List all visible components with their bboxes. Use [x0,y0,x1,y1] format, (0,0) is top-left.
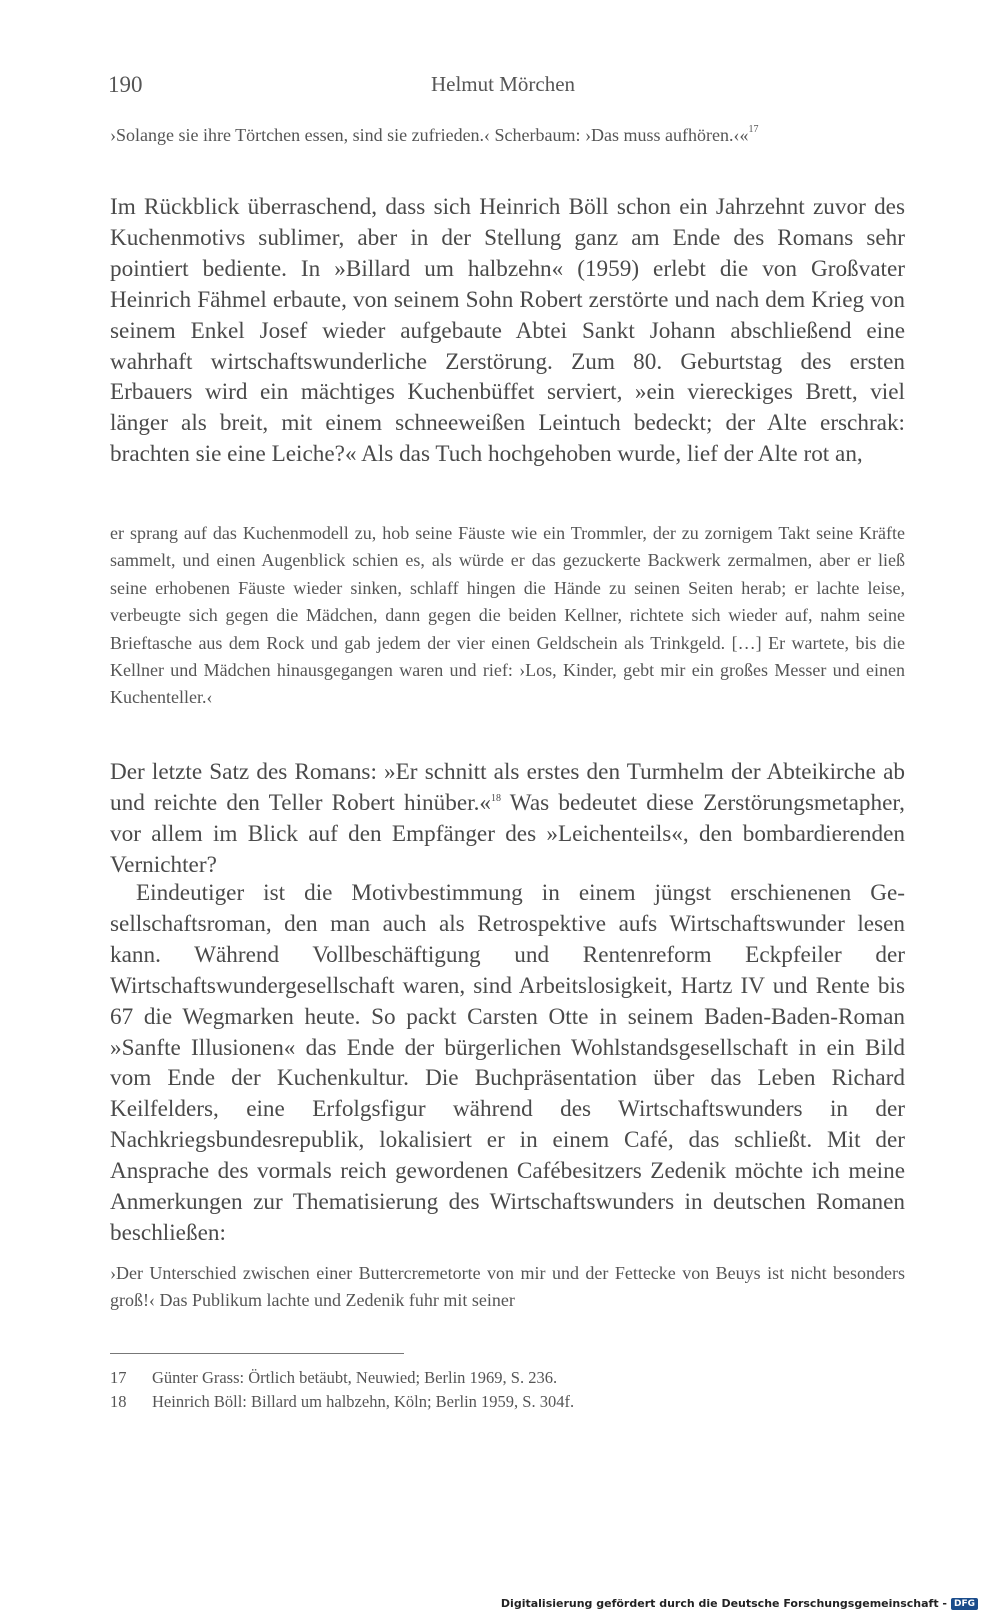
footnote-number: 18 [110,1392,127,1411]
credit-text: Digitalisierung gefördert durch die Deutsche Forschungsgemeinschaft - [500,1597,947,1610]
footnotes [110,1366,810,1414]
running-head: Helmut Mörchen [430,72,576,96]
paragraph-2 [110,757,905,881]
page-number: 190 [108,72,143,97]
paragraph-1: Im Rückblick überraschend, dass sich Heinrich Böll schon ein Jahrzehnt zuvor des Kuchenmotivs sublimer, aber in der Stellung ganz am Ende des Romans sehr pointiert bediente. In »Billard um halbzehn« (1959) erlebt die von Großvater Heinrich Fähmel erbaute, von seinem Sohn Robert zerstörte und nach dem Krieg von seinem Enkel Josef wieder aufgebaute Abtei Sankt Johann abschließend eine wahrhaft wirtschaftswunderliche Zerstörung. Zum 80. Geburtstag des ersten Erbauers wird ein mächtiges Kuchenbüffet serviert, »ein viereckiges Brett, viel länger als breit, mit einem schneeweißen Leintuch bedeckt; der Alte erschrak: brachten sie eine Leiche?« Als das Tuch hochgehoben wurde, lief der Alte rot an, [110,194,905,468]
footnote-divider [110,1353,404,1354]
footnote-number: 17 [110,1368,127,1387]
page-header [108,72,898,102]
footnote-18 [110,1390,810,1414]
footnote-17 [110,1366,810,1390]
dfg-logo: DFG [951,1598,978,1610]
footnote-text: Heinrich Böll: Billard um halbzehn, Köln; Berlin 1959, S. 304f. [152,1392,575,1411]
paragraph-3: Eindeutiger ist die Motivbestimmung in einem jüngst erschienenen Gesellschaftsroman, den man auch als Retrospektive aufs Wirtschaftswunder lesen kann. Während Vollbeschäftigung und Rentenreform Eckpfeiler der Wirtschaftswundergesellschaft waren, sind Arbeitslosigkeit, Hartz IV und Rente bis 67 die Wegmarken heute. So packt Carsten Otte in seinem Baden-Baden-Roman »Sanfte Illusionen« das Ende der bürgerlichen Wohlstandsgesellschaft in ein Bild vom Ende der Kuchenkultur. Die Buchpräsentation über das Leben Richard Keilfelders, eine Erfolgsfigur während des Wirtschaftswunders in der Nachkriegsbundesrepublik, lokalisiert er in einem Café, das schließt. Mit der Ansprache des vormals reich gewordenen Cafébesitzers Zedenik möchte ich meine Anmerkungen zur Thematisierung des Wirtschaftswunders in deutschen Romanen beschließen: [110,880,905,1246]
digitization-credit [501,1597,978,1610]
footnote-ref-18[interactable]: 18 [490,792,501,804]
block-quote-boell: er sprang auf das Kuchenmodell zu, hob seine Fäuste wie ein Trommler, der zu zornigem Takt seine Kräfte sammelt, und einen Augenblick schien es, als würde er das gezuckerte Backwerk zermalmen, aber er ließ seine erhobenen Fäuste wieder sinken, schlaff hingen die Hände zu seinen Seiten herab; er lachte leise, verbeugte sich gegen die Mädchen, dann gegen die beiden Kellner, richtete sich wieder auf, nahm seine Brieftasche aus dem Rock und gab jedem der vier einen Geldschein als Trinkgeld. […] Er wartete, bis die Kellner und Mädchen hinausgegangen waren und rief: ›Los, Kinder, gebt mir ein großes Messer und einen Kuchenteller.‹ [110,523,905,708]
footnote-ref-17[interactable]: 17 [748,124,759,135]
top-quote-text: ›Solange sie ihre Törtchen essen, sind sie zufrieden.‹ Scherbaum: ›Das muss aufhören.‹« [110,125,749,145]
footnote-text: Günter Grass: Örtlich betäubt, Neuwied; Berlin 1969, S. 236. [152,1368,558,1387]
paragraph-2-part-2: Was bedeutet diese Zerstörungsmetapher, vor allem im Blick auf den Empfänger des »Leichenteils«, den bombardierenden Vernichter? [110,789,905,878]
block-quote-otte: ›Der Unterschied zwischen einer Buttercremetorte von mir und der Fettecke von Beuys ist nicht besonders groß!‹ Das Publikum lachte und Zedenik fuhr mit seiner [110,1263,905,1311]
top-quote [110,122,905,149]
paragraph-2-part-1: Der letzte Satz des Romans: »Er schnitt als erstes den Turmhelm der Abteikirche ab und reichte den Teller Robert hinüber.« [110,759,905,816]
